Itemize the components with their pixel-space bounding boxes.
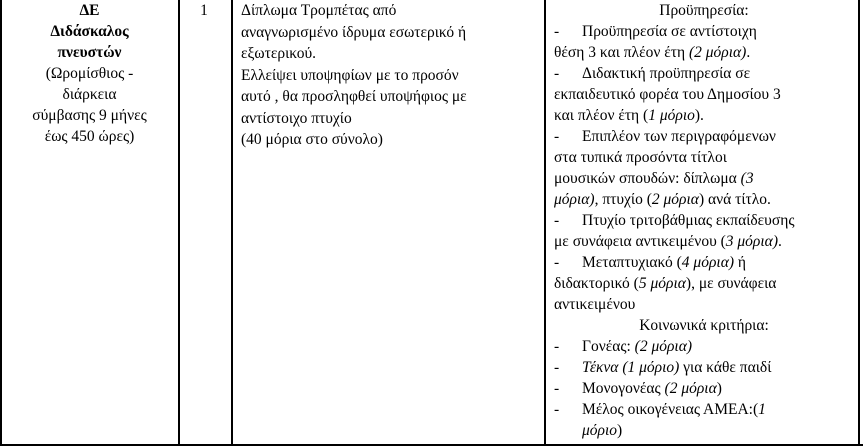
cell-position-title — [2, 0, 177, 147]
cell-qualifications — [241, 0, 541, 151]
social-item-cont: μόριο) — [582, 422, 623, 439]
qual-line: αυτό , θα προσληφθεί υποψήφιος με — [241, 88, 467, 105]
cell-criteria — [554, 0, 854, 441]
title-line: έως 450 ώρες) — [44, 128, 135, 145]
table-divider-2 — [231, 0, 233, 446]
criteria-item: - Επιπλέον των περιγραφόμενων — [554, 128, 776, 145]
title-line: Διδάσκαλος — [50, 23, 129, 40]
title-line: διάρκεια — [62, 86, 117, 103]
experience-heading: Προϋπηρεσία: — [659, 2, 749, 19]
qual-line: Δίπλωμα Τρομπέτας από — [241, 2, 397, 19]
criteria-item: - Μεταπτυχιακό (4 μόρια) ή — [554, 254, 746, 271]
qual-line: εξωτερικού. — [241, 45, 317, 62]
social-heading: Κοινωνικά κριτήρια: — [639, 317, 769, 334]
criteria-item-cont: στα τυπικά προσόντα τίτλοι — [554, 149, 727, 166]
qual-line: αναγνωρισμένο ίδρυμα εσωτερικό ή — [241, 23, 467, 41]
count-value: 1 — [200, 2, 208, 19]
title-line: (Ωρομίσθιος - — [45, 65, 134, 82]
criteria-item-cont: διδακτορικό (5 μόρια), με συνάφεια — [554, 275, 777, 292]
criteria-item-cont: μουσικών σπουδών: δίπλωμα (3 — [554, 170, 754, 187]
title-line: ΔΕ — [79, 2, 100, 19]
social-item: - Τέκνα (1 μόριο) για κάθε παιδί — [554, 359, 772, 376]
criteria-item-cont: με συνάφεια αντικειμένου (3 μόρια). — [554, 233, 782, 250]
criteria-item-cont: θέση 3 και πλέον έτη (2 μόρια). — [554, 44, 751, 61]
table-border-bottom — [0, 444, 863, 446]
qual-line: Ελλείψει υποψηφίων με το προσόν — [241, 66, 459, 84]
criteria-item-cont: και πλέον έτη (1 μόριο). — [554, 107, 704, 124]
criteria-item-cont: εκπαιδευτικό φορέα του Δημοσίου 3 — [554, 86, 781, 103]
social-item: - Γονέας: (2 μόρια) — [554, 338, 693, 355]
table-divider-1 — [178, 0, 180, 446]
title-line: σύμβασης 9 μήνες — [32, 107, 147, 124]
criteria-item-cont: αντικειμένου — [554, 296, 636, 313]
qual-line: (40 μόρια στο σύνολο) — [241, 131, 383, 148]
social-item: - Μονογονέας (2 μόρια) — [554, 380, 722, 397]
social-item: - Μέλος οικογένειας ΑΜΕΑ:(1 — [554, 401, 766, 418]
criteria-item: - Πτυχίο τριτοβάθμιας εκπαίδευσης — [554, 212, 795, 229]
title-line: πνευστών — [57, 44, 122, 61]
qual-line: αντίστοιχο πτυχίο — [241, 109, 352, 127]
table-divider-3 — [544, 0, 546, 446]
table-border-right — [858, 0, 860, 446]
criteria-item: - Προϋπηρεσία σε αντίστοιχη — [554, 23, 757, 40]
criteria-item: - Διδακτική προϋπηρεσία σε — [554, 65, 751, 82]
cell-position-count — [180, 0, 228, 21]
criteria-item-cont: μόρια), πτυχίο (2 μόρια) ανά τίτλο. — [554, 191, 771, 208]
